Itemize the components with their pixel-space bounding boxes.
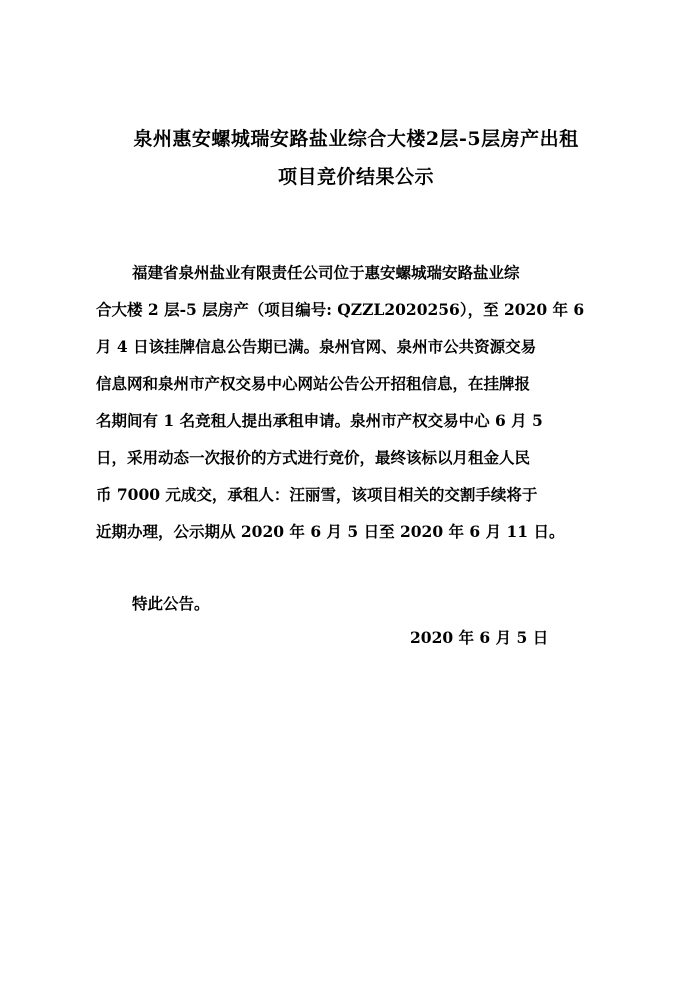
body-line-3: 月 4 日该挂牌信息公告期已满。泉州官网、泉州市公共资源交易	[96, 337, 537, 356]
body-line-2: 合大楼 2 层-5 层房产（项目编号: QZZL2020256），至 2020 年 6	[96, 300, 585, 319]
document-title-line-1: 泉州惠安螺城瑞安路盐业综合大楼2层-5层房产出租	[133, 128, 579, 150]
body-line-7: 币 7000 元成交，承租人：汪丽雪，该项目相关的交割手续将于	[96, 485, 538, 504]
document-date: 2020 年 6 月 5 日	[410, 628, 549, 647]
closing-statement: 特此公告。	[132, 594, 210, 613]
body-line-4: 信息网和泉州市产权交易中心网站公告公开招租信息，在挂牌报	[96, 374, 531, 393]
body-line-6: 日，采用动态一次报价的方式进行竞价，最终该标以月租金人民	[96, 448, 531, 467]
body-line-8: 近期办理，公示期从 2020 年 6 月 5 日至 2020 年 6 月 11 日。	[96, 522, 565, 541]
body-line-5: 名期间有 1 名竞租人提出承租申请。泉州市产权交易中心 6 月 5	[96, 411, 543, 430]
document-title-line-2: 项目竞价结果公示	[277, 166, 434, 188]
body-line-1: 福建省泉州盐业有限责任公司位于惠安螺城瑞安路盐业综	[132, 263, 520, 282]
